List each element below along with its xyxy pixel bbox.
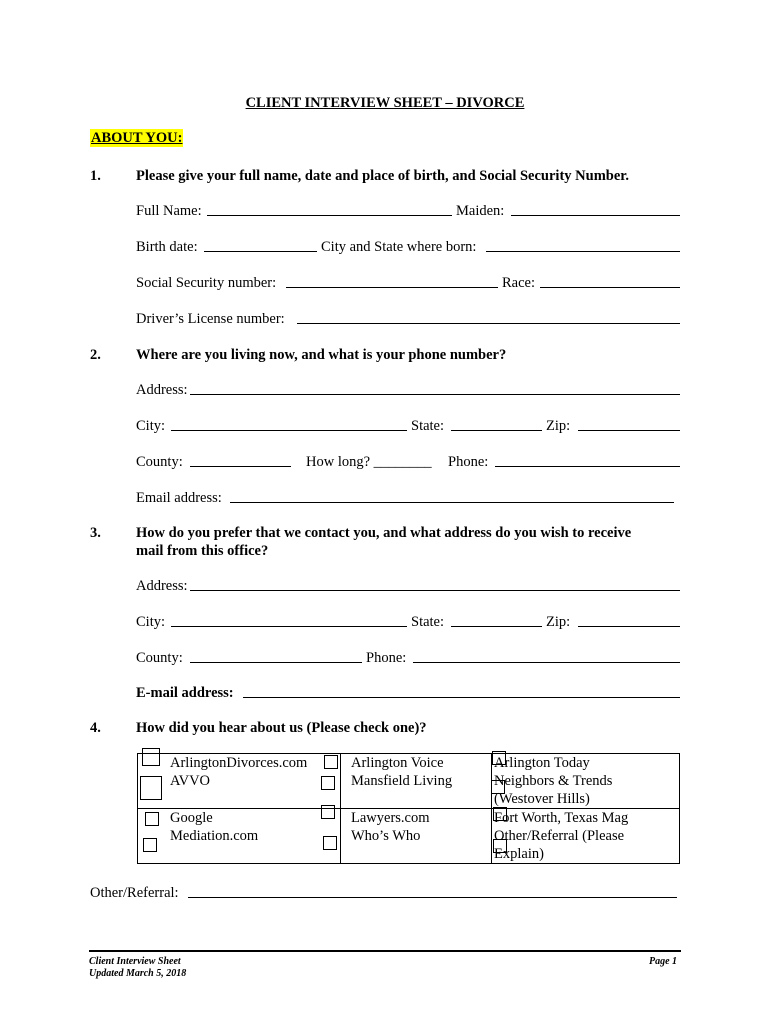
footer-doc-name: Client Interview Sheet [89,956,181,967]
page-title: CLIENT INTERVIEW SHEET – DIVORCE [245,95,525,111]
mail-city-field[interactable] [171,626,407,627]
checkbox-fort-worth-mag[interactable] [493,807,507,821]
option-arlingtondivorces: ArlingtonDivorces.com [170,755,308,771]
checkbox-other-referral[interactable] [493,839,507,853]
section-heading: ABOUT YOU: [91,130,183,146]
footer-divider [89,950,681,952]
question-3-number: 3. [90,525,101,541]
footer-updated-date: Updated March 5, 2018 [89,968,187,979]
mail-phone-field[interactable] [413,662,680,663]
mail-email-field[interactable] [243,697,680,698]
phone-field[interactable] [495,466,680,467]
checkbox-mediation[interactable] [143,838,157,852]
question-4-text: How did you hear about us (Please check one)? [136,720,427,736]
question-1-text: Please give your full name, date and place of birth, and Social Security Number. [136,168,629,184]
option-neighbors-trends: Neighbors & Trends (Westover Hills) [494,773,613,807]
mail-county-label: County: [136,650,183,666]
checkbox-avvo[interactable] [140,776,162,800]
other-referral-field[interactable] [188,897,677,898]
drivers-license-label: Driver’s License number: [136,311,285,327]
checkbox-mansfield-living[interactable] [321,776,335,790]
option-cell [492,809,680,864]
address-label: Address: [136,382,188,398]
option-cell [341,754,492,809]
option-cell [138,754,341,809]
full-name-field[interactable] [207,215,452,216]
birth-date-label: Birth date: [136,239,198,255]
zip-label: Zip: [546,418,571,434]
address-field[interactable] [190,394,680,395]
phone-label: Phone: [448,454,489,470]
email-field[interactable] [230,502,674,503]
race-field[interactable] [540,287,680,288]
footer-page-number: Page 1 [649,956,678,967]
mail-state-field[interactable] [451,626,542,627]
ssn-field[interactable] [286,287,498,288]
mail-city-label: City: [136,614,166,630]
referral-options-table [137,753,680,864]
question-1-number: 1. [90,168,101,184]
city-label: City: [136,418,166,434]
county-label: County: [136,454,183,470]
option-cell [138,809,341,864]
option-arlington-today: Arlington Today [494,755,590,771]
question-2-number: 2. [90,347,101,363]
mail-zip-label: Zip: [546,614,571,630]
option-arlington-voice: Arlington Voice [351,755,444,771]
option-mansfield-living: Mansfield Living [351,773,453,789]
state-field[interactable] [451,430,542,431]
question-2-text: Where are you living now, and what is your phone number? [136,347,507,363]
option-cell [492,754,680,809]
checkbox-whos-who[interactable] [323,836,337,850]
question-3-text-line2: mail from this office? [136,543,269,559]
mail-state-label: State: [411,614,445,630]
ssn-label: Social Security number: [136,275,277,291]
state-label: State: [411,418,445,434]
option-fort-worth-mag: Fort Worth, Texas Mag [494,810,629,826]
option-lawyers: Lawyers.com [351,810,430,826]
checkbox-arlingtondivorces[interactable] [142,748,160,766]
birth-date-field[interactable] [204,251,317,252]
question-4-number: 4. [90,720,101,736]
checkbox-lawyers[interactable] [321,805,335,819]
option-mediation: Mediation.com [170,828,259,844]
email-label: Email address: [136,490,222,506]
race-label: Race: [502,275,536,291]
option-google: Google [170,810,213,826]
mail-phone-label: Phone: [366,650,407,666]
option-other-referral: Other/Referral (Please Explain) [494,828,625,862]
drivers-license-field[interactable] [297,323,680,324]
checkbox-google[interactable] [145,812,159,826]
city-state-born-field[interactable] [486,251,680,252]
option-whos-who: Who’s Who [351,828,421,844]
mail-email-label: E-mail address: [136,685,234,701]
checkbox-arlington-voice[interactable] [324,755,338,769]
other-referral-label: Other/Referral: [90,885,179,901]
city-state-born-label: City and State where born: [321,239,477,255]
question-3-text-line1: How do you prefer that we contact you, and what address do you wish to receive [136,525,632,541]
zip-field[interactable] [578,430,680,431]
maiden-label: Maiden: [456,203,505,219]
mail-address-label: Address: [136,578,188,594]
option-avvo: AVVO [170,773,211,789]
city-field[interactable] [171,430,407,431]
checkbox-neighbors-trends[interactable] [491,780,505,794]
full-name-label: Full Name: [136,203,202,219]
option-cell [341,809,492,864]
county-field[interactable] [190,466,291,467]
checkbox-arlington-today[interactable] [492,751,506,765]
how-long-field[interactable]: How long? ________ [306,454,432,470]
maiden-field[interactable] [511,215,680,216]
mail-county-field[interactable] [190,662,362,663]
mail-zip-field[interactable] [578,626,680,627]
mail-address-field[interactable] [190,590,680,591]
